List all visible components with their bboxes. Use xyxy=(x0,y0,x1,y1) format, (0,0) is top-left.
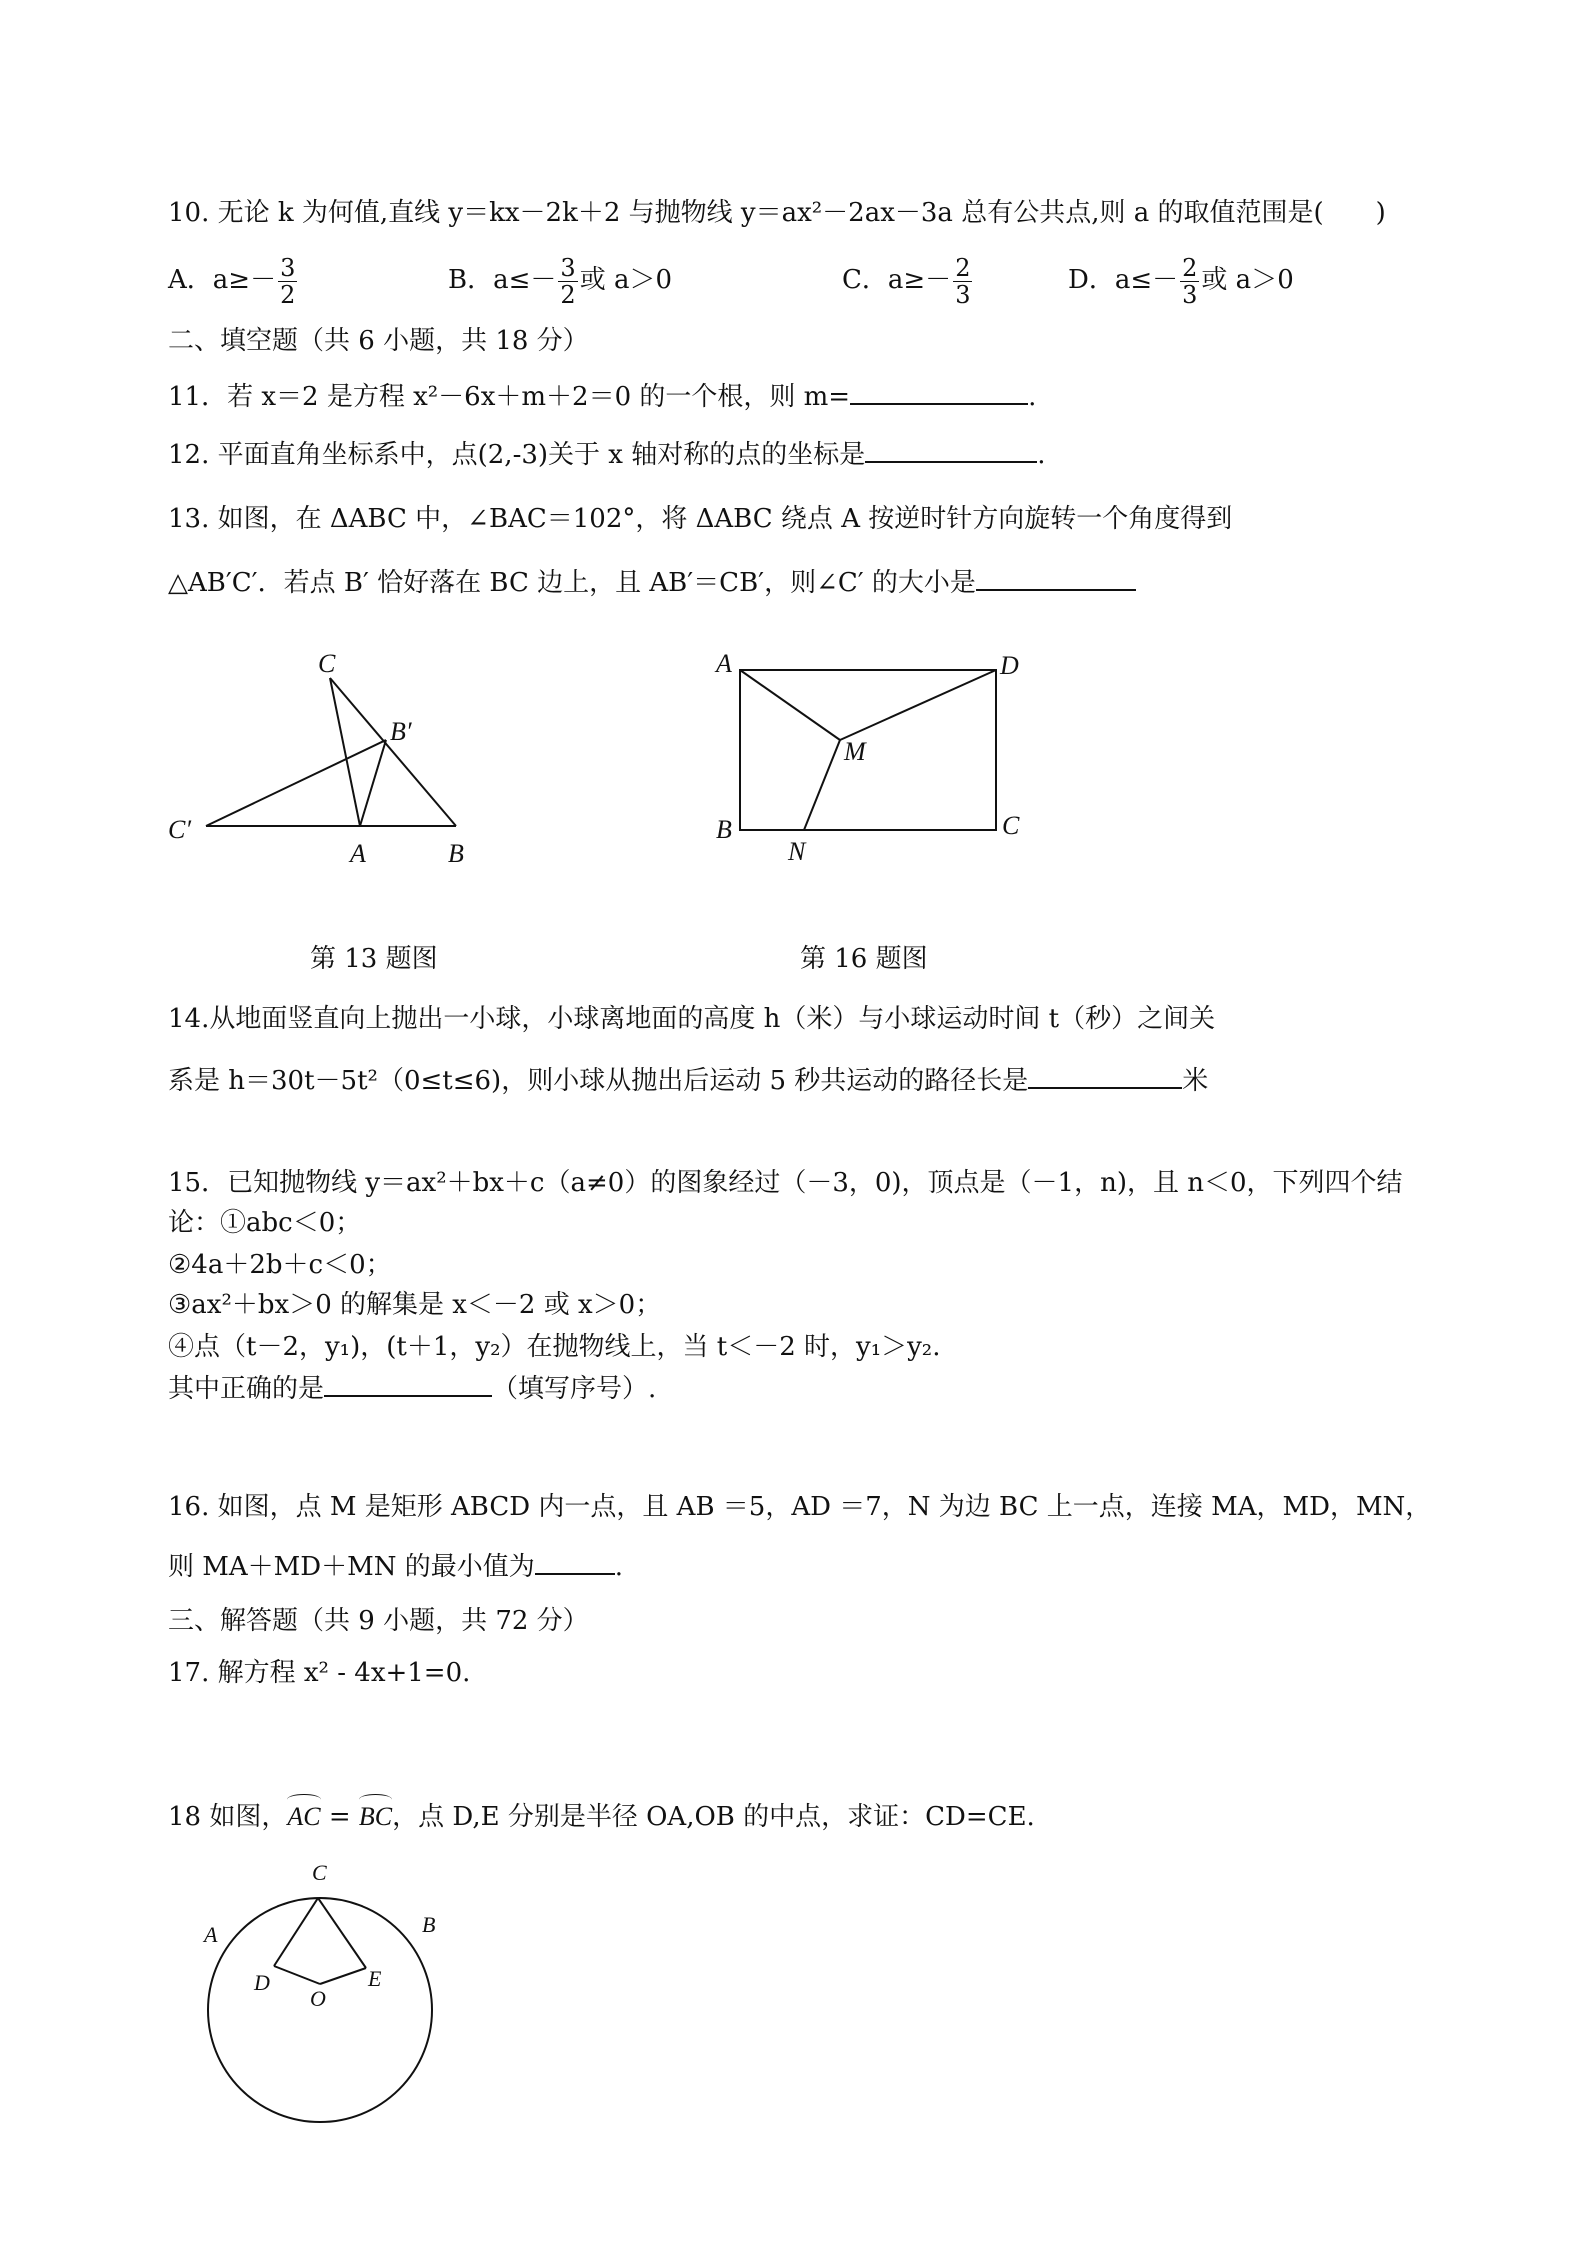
fig16-segment-md xyxy=(840,670,996,740)
q11-end: . xyxy=(1028,382,1037,412)
q16-end: . xyxy=(614,1552,624,1582)
q18-arc-bc: BC xyxy=(359,1800,392,1834)
q12 xyxy=(168,438,1046,472)
q16-answer-blank[interactable] xyxy=(535,1573,615,1575)
q10-option-a xyxy=(168,250,299,310)
q10-option-b xyxy=(448,250,672,310)
q18-prefix: 18 如图， xyxy=(168,1802,288,1832)
q13-line2-text: △AB′C′．若点 B′ 恰好落在 BC 边上，且 AB′＝CB′，则∠C′ 的大小是 xyxy=(168,568,976,598)
fig13-segment-ab1 xyxy=(360,740,386,826)
q10-option-d-tail: 或 a＞0 xyxy=(1201,265,1294,295)
q10-option-b-fraction: $\frac{3}{2}$ xyxy=(560,253,576,309)
fig18-label-c: C xyxy=(312,1860,327,1885)
q14-line1: 14.从地面竖直向上抛出一小球，小球离地面的高度 h（米）与小球运动时间 t（秒）之间关 xyxy=(168,1004,1216,1034)
fig13-caption: 第 13 题图 xyxy=(310,944,438,974)
q18-equals: = xyxy=(320,1802,359,1832)
q14-line2-text: 系是 h＝30t－5t²（0≤t≤6)，则小球从抛出后运动 5 秒共运动的路径长是 xyxy=(168,1066,1029,1096)
q15-line6-text: 其中正确的是 xyxy=(168,1374,325,1404)
figure-16 xyxy=(700,640,1060,870)
fig16-rectangle-abcd xyxy=(740,670,996,830)
q10-option-c-fraction: $\frac{2}{3}$ xyxy=(955,253,971,309)
fig18-label-a: A xyxy=(204,1922,218,1947)
q15-line3: ②4a＋2b＋c＜0； xyxy=(168,1250,392,1280)
figure-18 xyxy=(190,1850,490,2140)
q11-answer-blank[interactable] xyxy=(850,403,1028,405)
fig18-segment-eo xyxy=(320,1968,366,1984)
q12-text: 12. 平面直角坐标系中，点(2,-3)关于 x 轴对称的点的坐标是 xyxy=(168,440,866,470)
fig18-segment-do xyxy=(274,1966,320,1984)
q10-option-d xyxy=(1068,250,1294,310)
q10-option-a-fraction: $\frac{3}{2}$ xyxy=(280,253,296,309)
fig16-label-n: N xyxy=(788,837,806,866)
q18-arc-ac: AC xyxy=(287,1800,320,1834)
q16-line2-text: 则 MA＋MD＋MN 的最小值为 xyxy=(168,1552,535,1582)
fig13-label-a: A xyxy=(350,839,366,868)
q11 xyxy=(168,380,1036,414)
fig18-label-o: O xyxy=(310,1986,326,2011)
fig13-segment-cb xyxy=(330,678,456,826)
q15-line6-tail: （填写序号）. xyxy=(492,1374,657,1404)
fig13-segment-c1b1 xyxy=(206,740,386,826)
fig13-label-c-prime: C′ xyxy=(168,815,192,844)
fig13-label-b-prime: B′ xyxy=(390,717,412,746)
fig16-segment-mn xyxy=(804,740,840,830)
fig13-segment-ca xyxy=(330,678,360,826)
q13-line2 xyxy=(168,566,1136,600)
fig16-label-c: C xyxy=(1002,811,1020,840)
fig13-label-c: C xyxy=(318,649,336,678)
q13-answer-blank[interactable] xyxy=(976,589,1136,591)
q10-option-b-tail: 或 a＞0 xyxy=(579,265,672,295)
fig18-label-b: B xyxy=(422,1912,436,1937)
q10-option-c xyxy=(842,250,974,310)
q18 xyxy=(168,1800,1035,1834)
section-3-heading: 三、解答题（共 9 小题，共 72 分） xyxy=(168,1606,589,1636)
q16-line1: 16. 如图，点 M 是矩形 ABCD 内一点，且 AB ＝5，AD ＝7，N 为边 BC 上一点，连接 MA，MD，MN， xyxy=(168,1492,1432,1522)
figure-13 xyxy=(160,640,500,880)
fig18-label-e: E xyxy=(368,1966,382,1991)
fig16-label-d: D xyxy=(1000,651,1019,680)
q15-line1: 15．已知抛物线 y＝ax²＋bx＋c（a≠0）的图象经过（－3，0)，顶点是（－1，n)，且 n＜0，下列四个结 xyxy=(168,1168,1403,1198)
q12-end: . xyxy=(1037,440,1046,470)
q10-option-a-label: A．a≥－ xyxy=(168,265,277,295)
q13-line1: 13. 如图，在 ΔABC 中，∠BAC＝102°，将 ΔABC 绕点 A 按逆时针方向旋转一个角度得到 xyxy=(168,504,1233,534)
fig16-caption: 第 16 题图 xyxy=(800,944,928,974)
q15-line6 xyxy=(168,1372,656,1406)
q10-option-d-label: D．a≤－ xyxy=(1068,265,1179,295)
q15-line2: 论：①abc＜0； xyxy=(168,1208,362,1238)
fig16-label-m: M xyxy=(844,737,866,766)
q16-line2 xyxy=(168,1550,623,1584)
fig13-label-b: B xyxy=(448,839,464,868)
q15-line5: ④点（t－2，y₁)，(t＋1，y₂）在抛物线上，当 t＜－2 时，y₁＞y₂. xyxy=(168,1332,941,1362)
fig18-segment-ce xyxy=(318,1898,366,1968)
fig18-segment-cd xyxy=(274,1898,318,1966)
q10-option-d-fraction: $\frac{2}{3}$ xyxy=(1182,253,1198,309)
fig18-label-d: D xyxy=(254,1970,270,1995)
fig16-label-b: B xyxy=(716,815,732,844)
q15-line4: ③ax²＋bx＞0 的解集是 x＜－2 或 x＞0； xyxy=(168,1290,662,1320)
q11-text: 11．若 x＝2 是方程 x²－6x＋m＋2＝0 的一个根，则 m= xyxy=(168,382,851,412)
q14-answer-blank[interactable] xyxy=(1028,1087,1182,1089)
q12-answer-blank[interactable] xyxy=(865,461,1037,463)
fig16-segment-ma xyxy=(740,670,840,740)
q17-text: 17. 解方程 x² - 4x+1=0. xyxy=(168,1658,471,1688)
section-2-heading: 二、填空题（共 6 小题，共 18 分） xyxy=(168,326,589,356)
q14-unit: 米 xyxy=(1182,1066,1209,1096)
q10-stem: 10. 无论 k 为何值,直线 y＝kx－2k＋2 与抛物线 y＝ax²－2ax－3a 总有公共点,则 a 的取值范围是( ) xyxy=(168,198,1386,228)
q18-suffix: ，点 D,E 分别是半径 OA,OB 的中点，求证：CD=CE. xyxy=(392,1802,1035,1832)
q10-option-c-label: C．a≥－ xyxy=(842,265,952,295)
q15-answer-blank[interactable] xyxy=(324,1395,492,1397)
q10-option-b-label: B．a≤－ xyxy=(448,265,557,295)
fig16-label-a: A xyxy=(716,649,732,678)
q14-line2 xyxy=(168,1064,1208,1098)
